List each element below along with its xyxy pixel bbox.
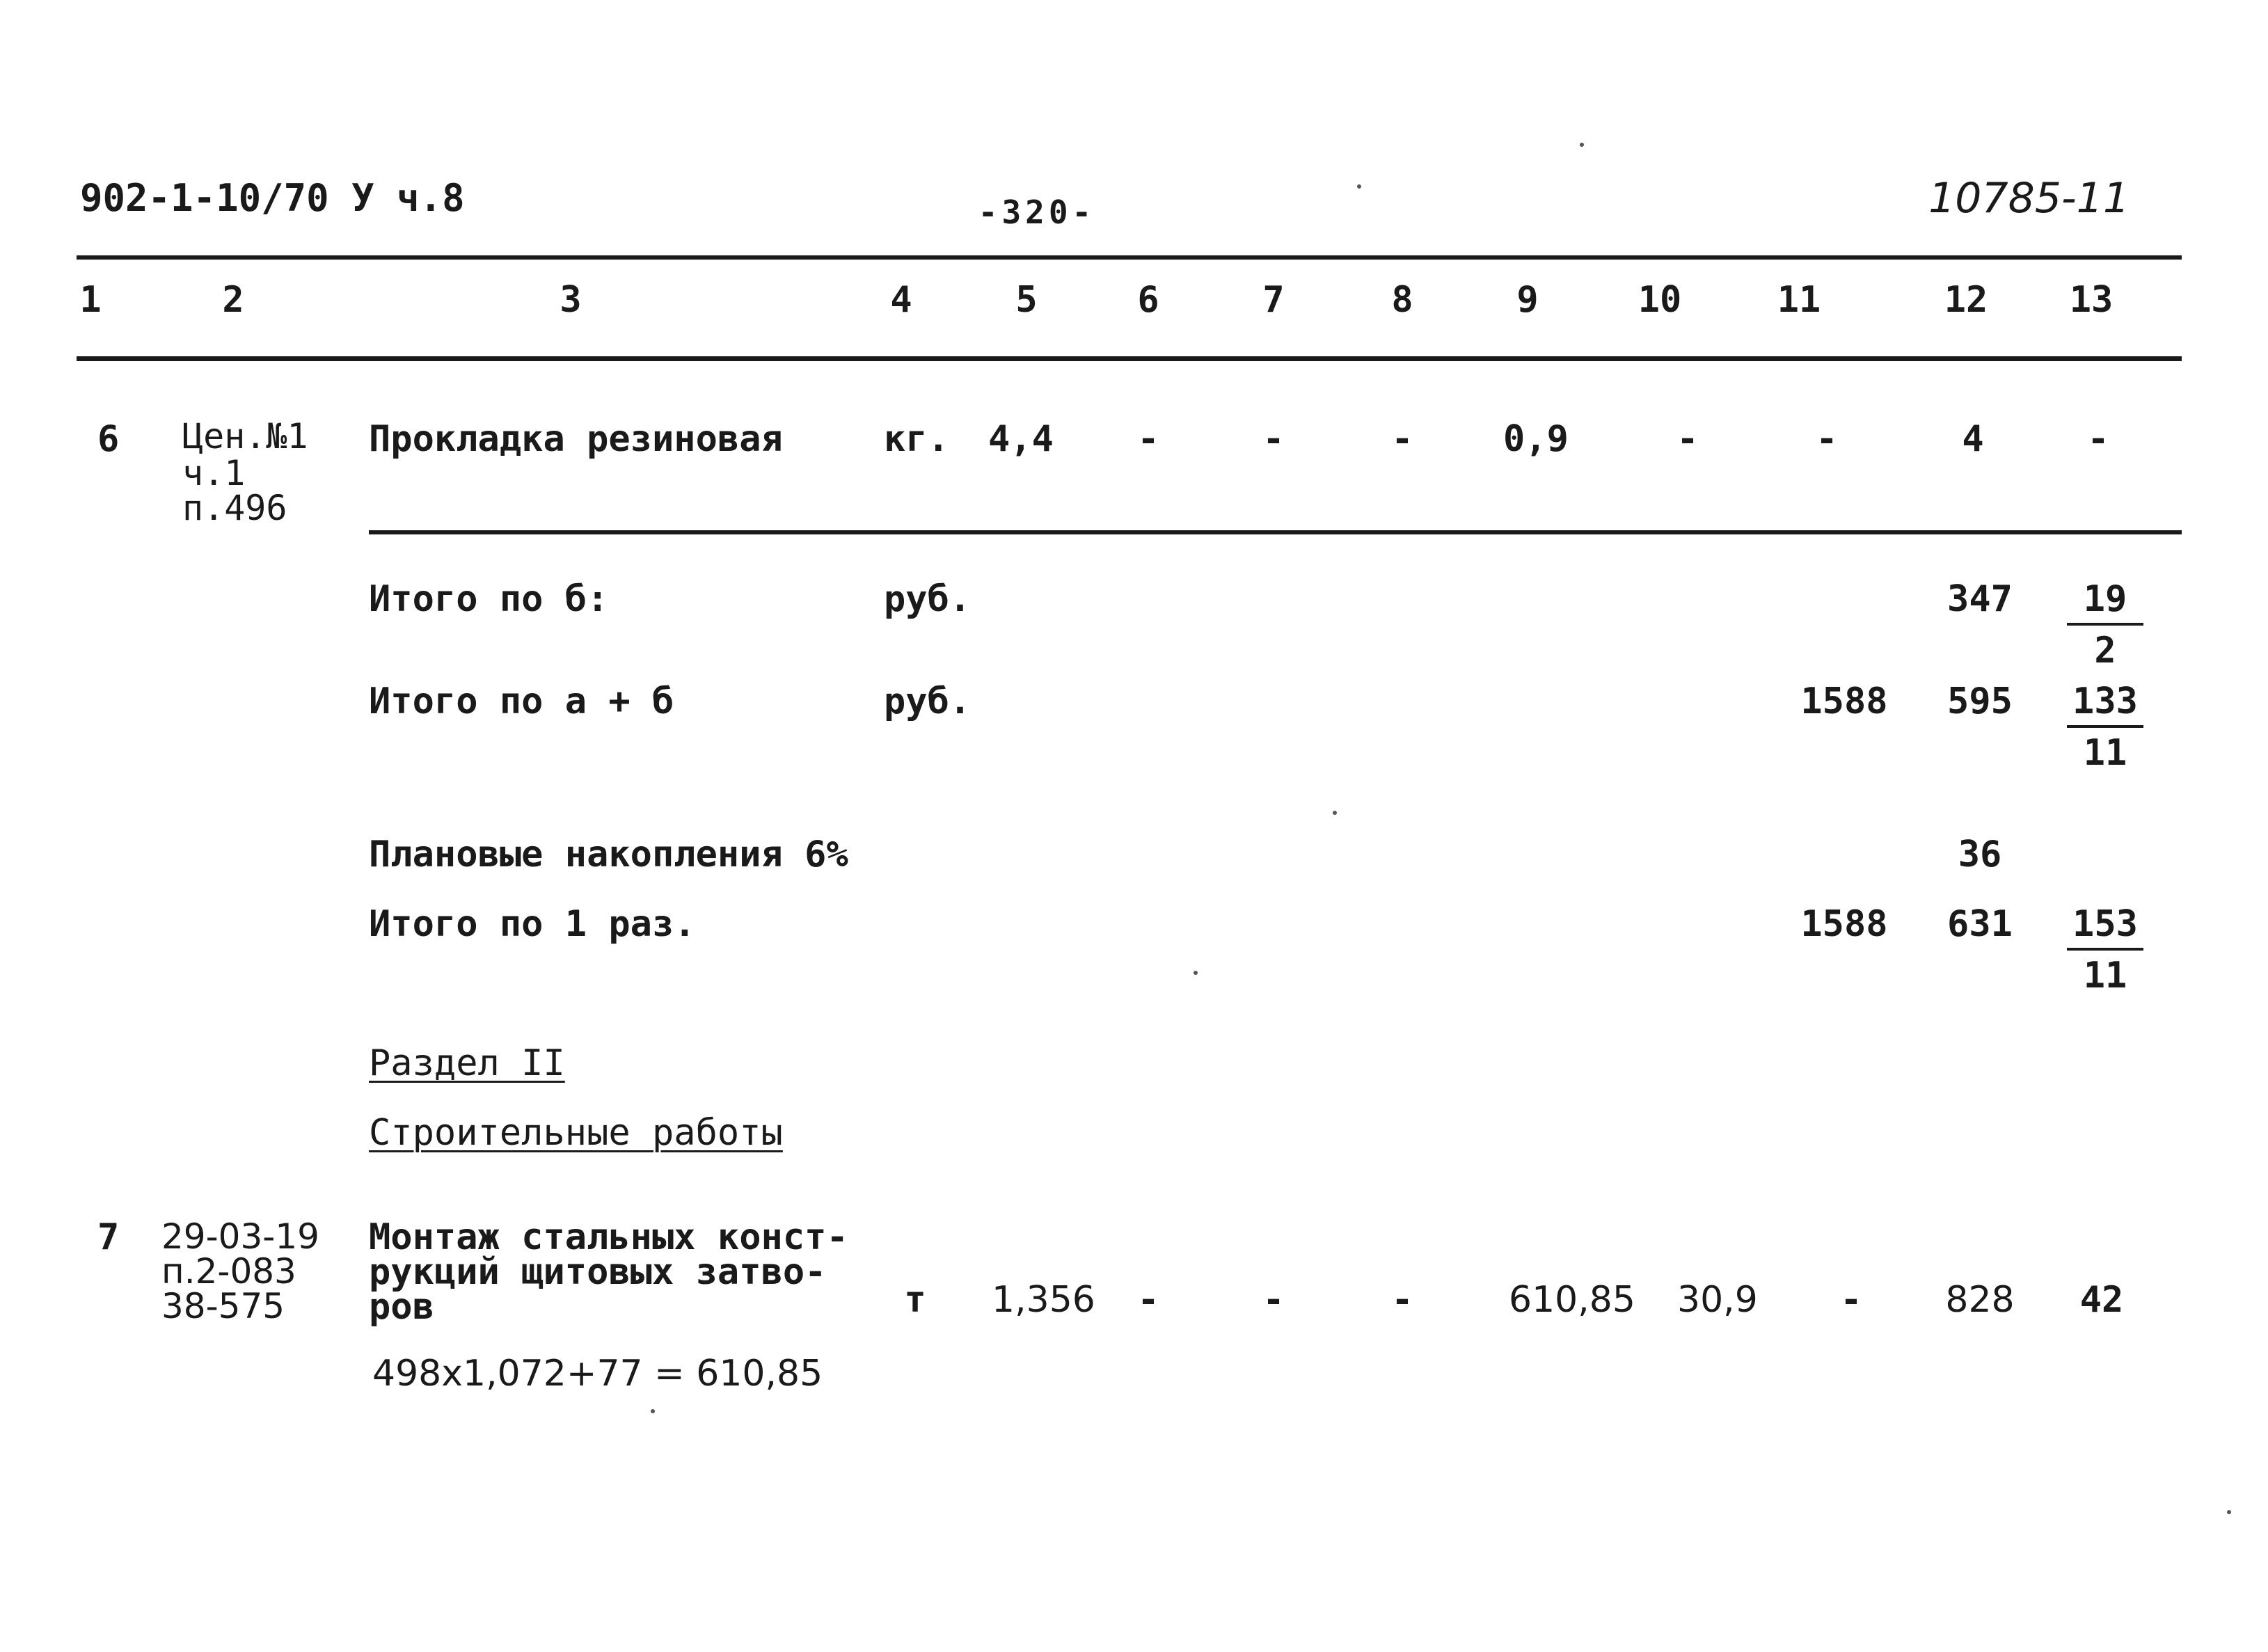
cell-col8: - [1391, 1279, 1413, 1321]
row-description-line-2: рукций щитовых затво- [369, 1251, 827, 1293]
table-top-rule [77, 255, 2182, 260]
cell-col9: 0,9 [1503, 418, 1569, 460]
page-number: -320- [978, 193, 1096, 231]
subtotal-col12: 347 [1947, 578, 2013, 620]
column-header-12: 12 [1944, 279, 1988, 321]
subtotal-rule [369, 530, 2182, 534]
cell-col5: 4,4 [988, 418, 1054, 460]
total-col13-fraction [2067, 903, 2143, 996]
scan-speck [1357, 184, 1361, 189]
planned-savings-col12: 36 [1958, 834, 2002, 875]
total-col12: 631 [1947, 903, 2013, 945]
scan-speck [651, 1409, 655, 1413]
total-col11: 1588 [1800, 903, 1888, 945]
subtotal-unit: руб. [884, 681, 972, 722]
column-header-5: 5 [1015, 279, 1038, 321]
row-number: 6 [97, 418, 120, 460]
fraction-denominator: 2 [2094, 630, 2116, 672]
column-header-11: 11 [1777, 279, 1821, 321]
scan-speck [1580, 143, 1584, 147]
cell-col11: - [1840, 1279, 1862, 1321]
row-description: Прокладка резиновая [369, 418, 783, 460]
column-header-10: 10 [1637, 279, 1682, 321]
subtotal-unit: руб. [884, 578, 972, 620]
cell-col6: - [1137, 418, 1159, 460]
row-reference-line-3: п.496 [182, 488, 287, 528]
subtotal-label: Итого по а + б [369, 681, 674, 722]
row-description-line-1: Монтаж стальных конст- [369, 1216, 848, 1258]
column-header-3: 3 [560, 279, 582, 321]
cell-col10: 30,9 [1677, 1279, 1758, 1321]
document-code: 902-1-10/70 У ч.8 [80, 176, 465, 220]
subtotal-col13-fraction [2067, 578, 2143, 672]
column-header-13: 13 [2069, 279, 2114, 321]
fraction-denominator: 11 [2083, 732, 2127, 774]
fraction-numerator: 19 [2067, 581, 2143, 626]
cell-col6: - [1137, 1279, 1159, 1321]
row-reference-line-3: 38-575 [161, 1286, 285, 1326]
cell-col5: 1,356 [992, 1279, 1095, 1321]
row-description-line-3: ров [369, 1286, 434, 1328]
calculation-formula: 498x1,072+77 = 610,85 [372, 1353, 823, 1395]
column-header-8: 8 [1391, 279, 1413, 321]
sheet-code: 10785-11 [1928, 174, 2130, 223]
row-reference-line-1: 29-03-19 [161, 1216, 319, 1257]
cell-col9: 610,85 [1509, 1279, 1635, 1321]
cell-col11: - [1816, 418, 1838, 460]
column-header-2: 2 [222, 279, 244, 321]
row-reference-line-2: п.2-083 [161, 1251, 296, 1292]
cell-col7: - [1262, 418, 1285, 460]
subtotal-label: Итого по б: [369, 578, 609, 620]
column-header-1: 1 [79, 279, 102, 321]
table-header-rule [77, 356, 2182, 361]
column-header-4: 4 [890, 279, 912, 321]
subtotal-col11: 1588 [1800, 681, 1888, 722]
section-subtitle: Строительные работы [369, 1112, 783, 1154]
total-label: Итого по 1 раз. [369, 903, 696, 945]
cell-col7: - [1262, 1279, 1285, 1321]
cell-col10: - [1676, 418, 1699, 460]
scan-speck [1194, 971, 1198, 975]
cell-col12: 4 [1962, 418, 1984, 460]
section-title: Раздел II [369, 1042, 565, 1084]
column-header-7: 7 [1262, 279, 1285, 321]
row-unit: кг. [884, 418, 949, 460]
subtotal-col12: 595 [1947, 681, 2013, 722]
cell-col8: - [1391, 418, 1413, 460]
column-header-9: 9 [1516, 279, 1539, 321]
row-number: 7 [97, 1216, 120, 1258]
column-header-6: 6 [1137, 279, 1159, 321]
fraction-denominator: 11 [2083, 955, 2127, 996]
cell-col13: 42 [2079, 1279, 2124, 1321]
fraction-numerator: 133 [2067, 683, 2143, 728]
planned-savings-label: Плановые накопления 6% [369, 834, 848, 875]
scan-speck [1333, 811, 1337, 815]
row-reference-line-2: ч.1 [182, 453, 246, 493]
cell-col13: - [2087, 418, 2109, 460]
row-unit: т [904, 1279, 926, 1321]
row-reference-line-1: Цен.№1 [182, 416, 308, 456]
subtotal-col13-fraction [2067, 681, 2143, 774]
fraction-numerator: 153 [2067, 906, 2143, 951]
cell-col12: 828 [1945, 1279, 2015, 1321]
scan-speck [2227, 1510, 2231, 1514]
